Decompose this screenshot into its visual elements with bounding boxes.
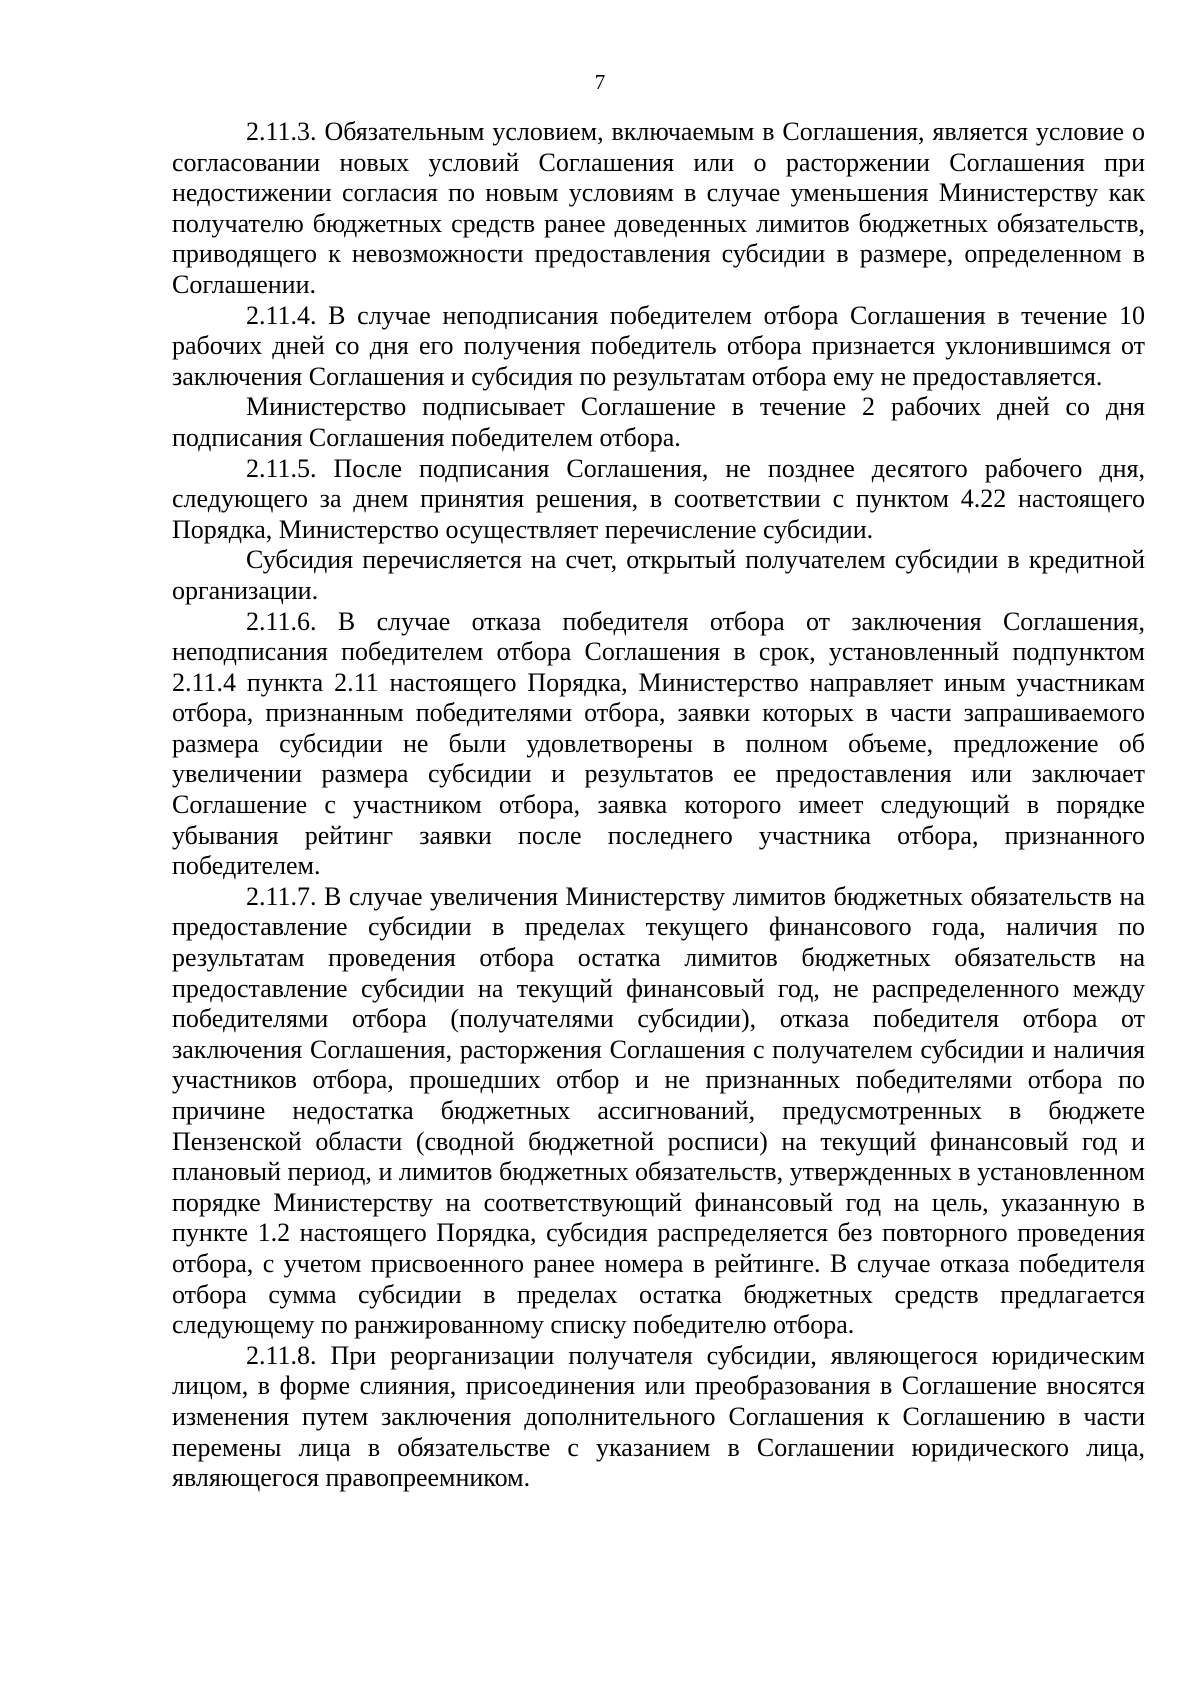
page-number: 7 xyxy=(594,70,606,94)
paragraph-2-11-5: 2.11.5. После подписания Соглашения, не позднее десятого рабочего дня, следующего за днем принятия решения, в соответствии с пунктом 4.22 настоящего Порядка, Министерство осуществляет перечисление субсидии. xyxy=(172,453,1145,544)
paragraph-2-11-7: 2.11.7. В случае увеличения Министерству лимитов бюджетных обязательств на предоставление субсидии в пределах текущего финансового года, наличия по результатам проведения отбора остатка лимитов бюджетных обязательств на предоставление субсидии на текущий финансовый год, не распределенного между победителями отбора (получателями субсидии), отказа победителя отбора от заключения Соглашения, расторжения Соглашения с получателем субсидии и наличия участников отбора, прошедших отбор и не признанных победителями отбора по причине недостатка бюджетных ассигнований, предусмотренных в бюджете Пензенской области (сводной бюджетной росписи) на текущий финансовый год и плановый период, и лимитов бюджетных обязательств, утвержденных в установленном порядке Министерству на соответствующий финансовый год на цель, указанную в пункте 1.2 настоящего Порядка, субсидия распределяется без повторного проведения отбора, с учетом присвоенного ранее номера в рейтинге. В случае отказа победителя отбора сумма субсидии в пределах остатка бюджетных средств предлагается следующему по ранжированному списку победителю отбора. xyxy=(172,881,1145,1340)
paragraph-2-11-8: 2.11.8. При реорганизации получателя субсидии, являющегося юридическим лицом, в форме слияния, присоединения или преобразования в Соглашение вносятся изменения путем заключения дополнительного Соглашения к Соглашению в части перемены лица в обязательстве с указанием в Соглашении юридического лица, являющегося правопреемником. xyxy=(172,1340,1145,1493)
paragraph-2-11-4: 2.11.4. В случае неподписания победителем отбора Соглашения в течение 10 рабочих дней со дня его получения победитель отбора признается уклонившимся от заключения Соглашения и субсидия по результатам отбора ему не предоставляется. xyxy=(172,300,1145,391)
document-body xyxy=(172,117,1145,1494)
paragraph-2-11-3: 2.11.3. Обязательным условием, включаемым в Соглашения, является условие о согласовании новых условий Соглашения или о расторжении Соглашения при недостижении согласия по новым условиям в случае уменьшения Министерству как получателю бюджетных средств ранее доведенных лимитов бюджетных обязательств, приводящего к невозможности предоставления субсидии в размере, определенном в Соглашении. xyxy=(172,117,1145,299)
paragraph-subsidy-transfer: Субсидия перечисляется на счет, открытый получателем субсидии в кредитной организации. xyxy=(172,545,1145,605)
paragraph-2-11-6: 2.11.6. В случае отказа победителя отбора от заключения Соглашения, неподписания победителем отбора Соглашения в срок, установленный подпунктом 2.11.4 пункта 2.11 настоящего Порядка, Министерство направляет иным участникам отбора, признанным победителями отбора, заявки которых в части запрашиваемого размера субсидии не были удовлетворены в полном объеме, предложение об увеличении размера субсидии и результатов ее предоставления или заключает Соглашение с участником отбора, заявка которого имеет следующий в порядке убывания рейтинг заявки после последнего участника отбора, признанного победителем. xyxy=(172,606,1145,881)
paragraph-ministry-signing: Министерство подписывает Соглашение в течение 2 рабочих дней со дня подписания Соглашения победителем отбора. xyxy=(172,392,1145,452)
